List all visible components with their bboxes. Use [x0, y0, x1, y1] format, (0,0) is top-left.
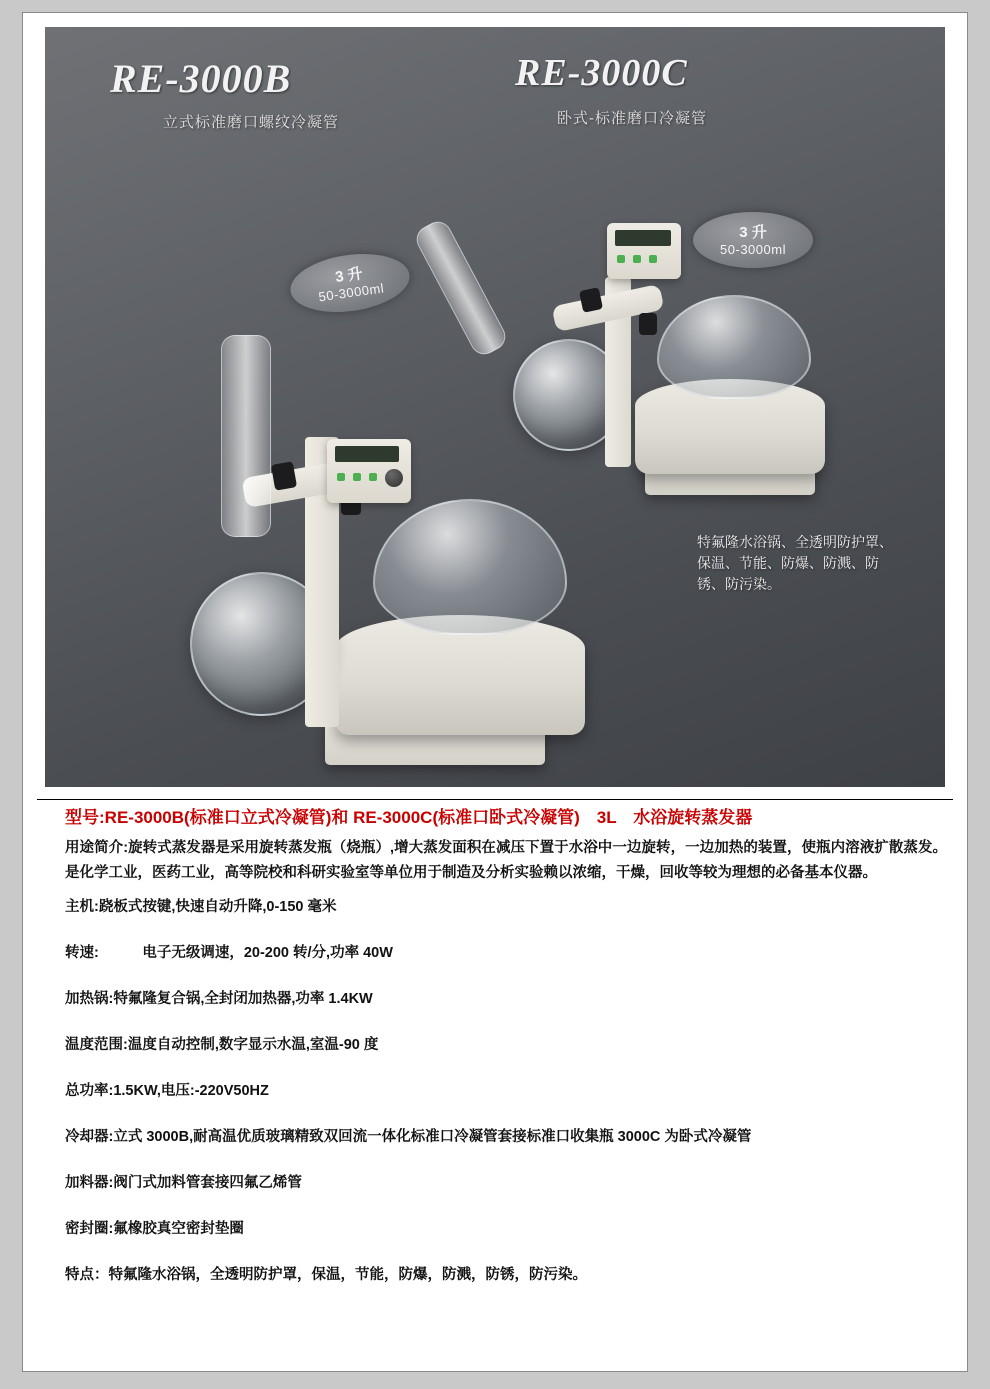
right-unit-clamp-2 — [639, 313, 657, 335]
product-intro: 用途简介:旋转式蒸发器是采用旋转蒸发瓶（烧瓶）,增大蒸发面积在减压下置于水浴中一边旋转，一边加热的装置，使瓶内溶液扩散蒸发。是化学工业，医药工业，高等院校和科研实验室等单位用于制造及分析实验赖以浓缩，干燥，回收等较为理想的必备基本仪器。 — [65, 840, 947, 881]
description-block — [23, 787, 967, 1286]
spec-heating-pot: 加热锅:特氟隆复合锅,全封闭加热器,功率 1.4KW — [65, 991, 373, 1007]
photo-feature-note: 特氟隆水浴锅、全透明防护罩、保温、节能、防爆、防溅、防锈、防污染。 — [697, 534, 893, 592]
spec-features: 特点：特氟隆水浴锅，全透明防护罩，保温，节能，防爆，防溅，防锈，防污染。 — [65, 1267, 587, 1283]
right-unit-display — [615, 230, 671, 246]
divider — [37, 799, 953, 800]
left-unit-led-1 — [337, 473, 345, 481]
right-unit-condenser — [412, 217, 510, 359]
left-unit-condenser — [221, 335, 271, 537]
right-unit-led-2 — [633, 255, 641, 263]
spec-feeder: 加料器:阀门式加料管套接四氟乙烯管 — [65, 1175, 302, 1191]
spec-rotation-speed: 转速: 电子无级调速，20-200 转/分,功率 40W — [65, 945, 393, 961]
right-unit-led-1 — [617, 255, 625, 263]
capacity-badge-right-line2: 50-3000ml — [720, 242, 786, 257]
right-unit-control-panel — [607, 223, 681, 279]
capacity-badge-left-line1: 3 升 — [334, 265, 364, 286]
left-unit-speed-knob — [385, 469, 403, 487]
capacity-badge-right-line1: 3 升 — [739, 224, 767, 241]
photo-model-left-title: RE-3000B — [110, 56, 292, 101]
left-unit-dome-cover — [373, 499, 567, 635]
left-unit-display — [335, 446, 399, 462]
right-unit-joint-clamp — [579, 287, 603, 313]
document-page — [22, 12, 968, 1372]
spec-main-unit: 主机:跷板式按键,快速自动升降,0-150 毫米 — [65, 899, 337, 915]
left-unit-led-3 — [369, 473, 377, 481]
capacity-badge-left-line2: 50-3000ml — [317, 280, 386, 305]
capacity-badge-right — [693, 212, 813, 268]
spec-condenser: 冷却器:立式 3000B,耐高温优质玻璃精致双回流一体化标准口冷凝管套接标准口收集瓶 3000C 为卧式冷凝管 — [65, 1129, 752, 1145]
right-unit-dome-cover — [657, 295, 811, 399]
photo-model-left-subtitle: 立式标准磨口螺纹冷凝管 — [163, 114, 340, 131]
left-unit-control-panel — [327, 439, 411, 503]
right-unit-led-3 — [649, 255, 657, 263]
photo-model-right-title: RE-3000C — [515, 52, 688, 94]
spec-temperature-range: 温度范围:温度自动控制,数字显示水温,室温-90 度 — [65, 1037, 379, 1053]
spec-total-power: 总功率:1.5KW,电压:-220V50HZ — [65, 1083, 269, 1099]
product-photo — [45, 27, 945, 787]
photo-model-right-subtitle: 卧式-标准磨口冷凝管 — [557, 110, 707, 127]
spec-sealing-ring: 密封圈:氟橡胶真空密封垫圈 — [65, 1221, 244, 1237]
product-headline: 型号:RE-3000B(标准口立式冷凝管)和 RE-3000C(标准口卧式冷凝管) 3L 水浴旋转蒸发器 — [65, 808, 753, 827]
left-unit-led-2 — [353, 473, 361, 481]
left-unit-joint-clamp — [271, 461, 297, 490]
capacity-badge-left — [287, 247, 414, 319]
